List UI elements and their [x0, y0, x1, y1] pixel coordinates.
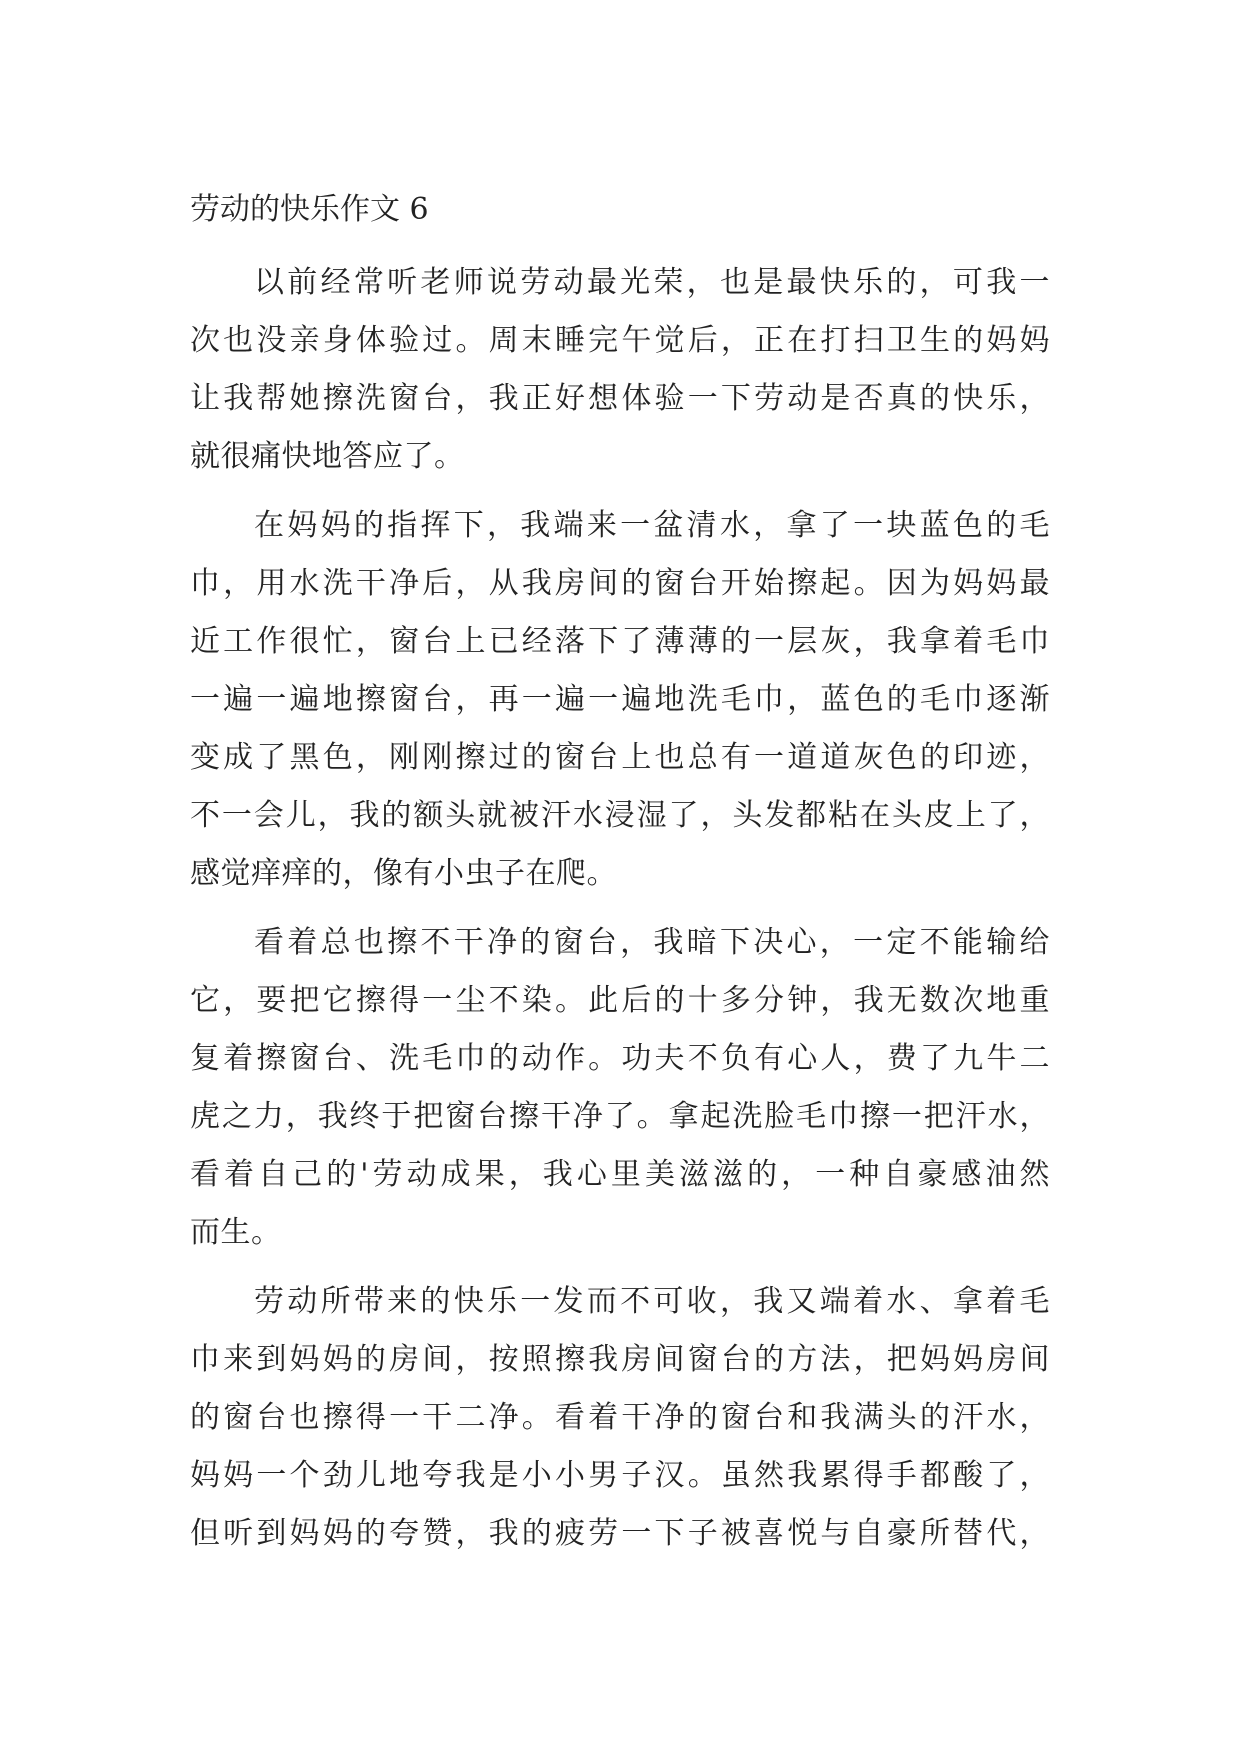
text-line: 但听到妈妈的夸赞，我的疲劳一下子被喜悦与自豪所替代， — [190, 1516, 1050, 1551]
text-line: 以前经常听老师说劳动最光荣，也是最快乐的，可我一 — [254, 265, 1050, 300]
document-title: 劳动的快乐作文 6 — [190, 192, 429, 227]
text-line: 复着擦窗台、洗毛巾的动作。功夫不负有心人，费了九牛二 — [190, 1041, 1050, 1076]
paragraph — [190, 497, 1050, 903]
text-line: 巾，用水洗干净后，从我房间的窗台开始擦起。因为妈妈最 — [190, 566, 1050, 601]
text-line: 的窗台也擦得一干二净。看着干净的窗台和我满头的汗水， — [190, 1400, 1050, 1435]
text-line: 劳动所带来的快乐一发而不可收，我又端着水、拿着毛 — [254, 1284, 1050, 1319]
text-line: 次也没亲身体验过。周末睡完午觉后，正在打扫卫生的妈妈 — [190, 323, 1050, 358]
text-line: 它，要把它擦得一尘不染。此后的十多分钟，我无数次地重 — [190, 983, 1050, 1018]
text-line: 而生。 — [190, 1215, 282, 1250]
text-line: 看着总也擦不干净的窗台，我暗下决心，一定不能输给 — [254, 925, 1050, 960]
text-line: 让我帮她擦洗窗台，我正好想体验一下劳动是否真的快乐， — [190, 381, 1050, 416]
text-line: 不一会儿，我的额头就被汗水浸湿了，头发都粘在头皮上了， — [190, 798, 1050, 833]
text-line: 巾来到妈妈的房间，按照擦我房间窗台的方法，把妈妈房间 — [190, 1342, 1050, 1377]
text-line: 妈妈一个劲儿地夸我是小小男子汉。虽然我累得手都酸了， — [190, 1458, 1050, 1493]
text-line: 变成了黑色，刚刚擦过的窗台上也总有一道道灰色的印迹， — [190, 740, 1050, 775]
paragraph — [190, 254, 1050, 486]
text-line: 近工作很忙，窗台上已经落下了薄薄的一层灰，我拿着毛巾 — [190, 624, 1050, 659]
text-line: 虎之力，我终于把窗台擦干净了。拿起洗脸毛巾擦一把汗水， — [190, 1099, 1050, 1134]
text-line: 看着自己的'劳动成果，我心里美滋滋的，一种自豪感油然 — [190, 1157, 1050, 1192]
document-body — [190, 254, 1050, 1574]
text-line: 在妈妈的指挥下，我端来一盆清水，拿了一块蓝色的毛 — [254, 508, 1050, 543]
text-line: 感觉痒痒的，像有小虫子在爬。 — [190, 856, 617, 891]
text-line: 就很痛快地答应了。 — [190, 439, 465, 474]
text-line: 一遍一遍地擦窗台，再一遍一遍地洗毛巾，蓝色的毛巾逐渐 — [190, 682, 1050, 717]
paragraph — [190, 1273, 1050, 1563]
paragraph — [190, 914, 1050, 1262]
